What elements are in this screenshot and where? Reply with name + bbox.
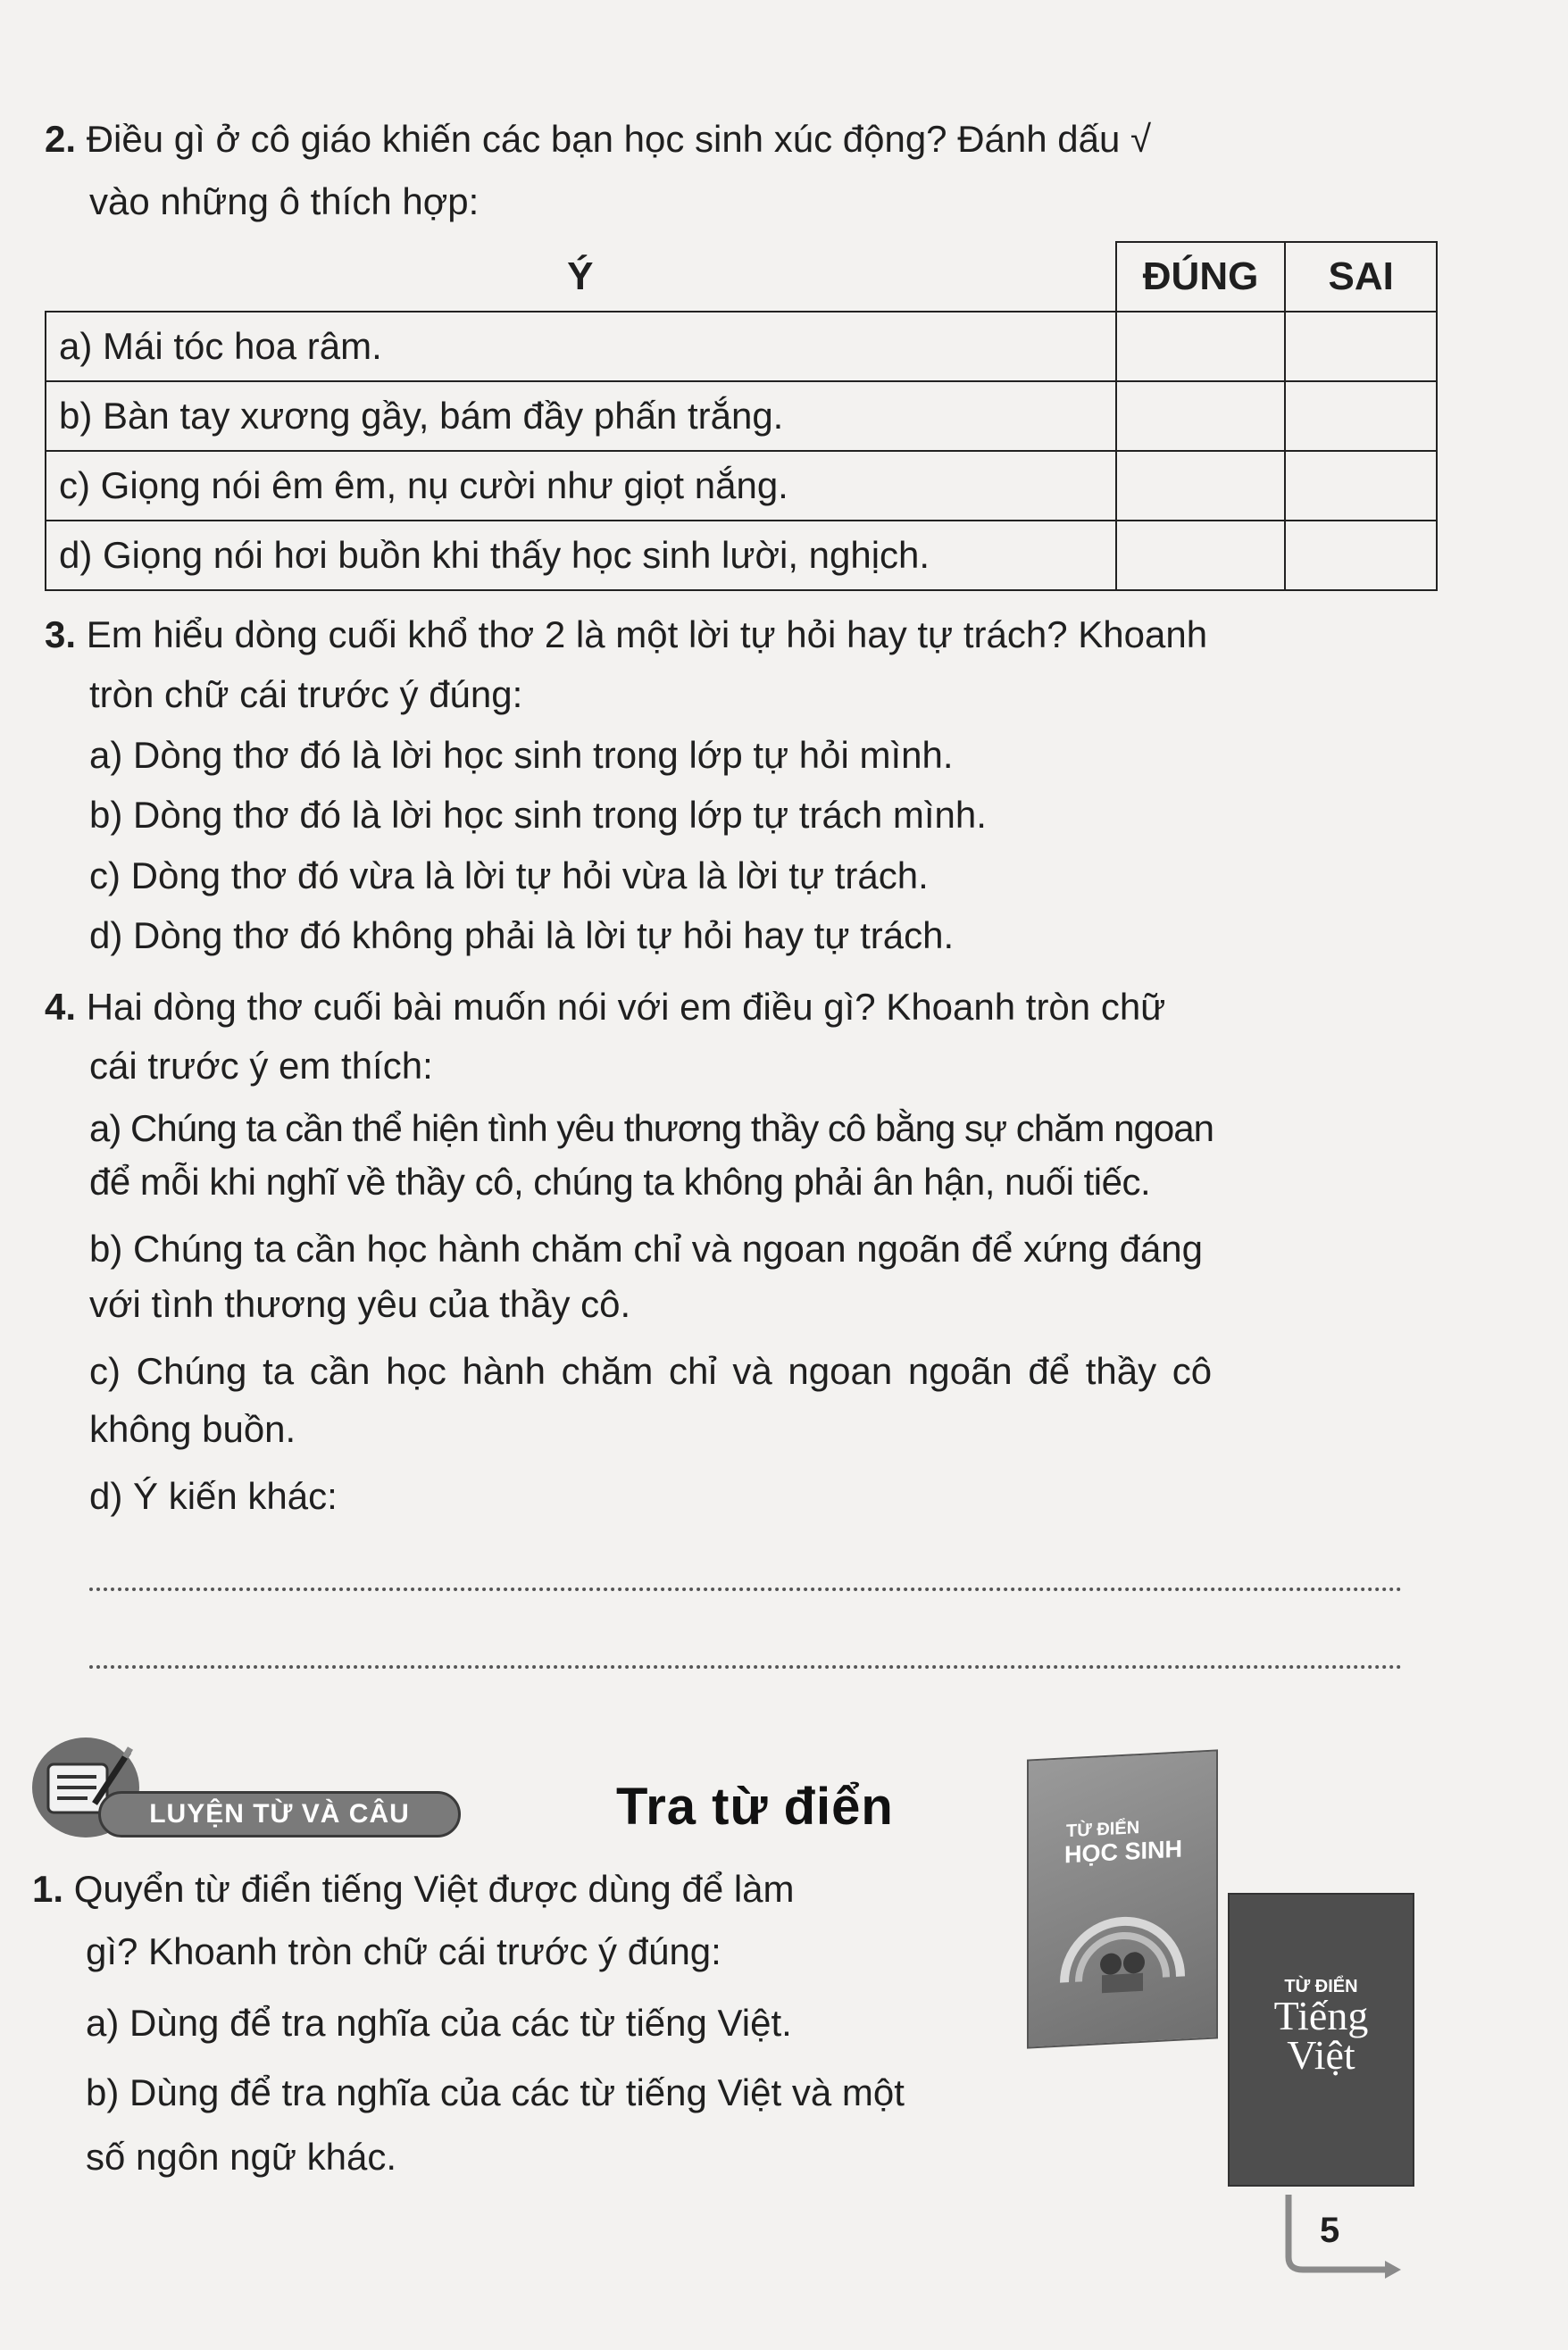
page-arrow-icon bbox=[1281, 2195, 1406, 2279]
q3-text1: Em hiểu dòng cuối khổ thơ 2 là một lời tự hỏi hay tự trách? Khoanh bbox=[86, 613, 1208, 655]
q3-option-c[interactable]: c) Dòng thơ đó vừa là lời tự hỏi vừa là lời tự trách. bbox=[89, 854, 929, 896]
header-false: SAI bbox=[1285, 242, 1437, 312]
q4-option-c-line2: không buồn. bbox=[89, 1408, 296, 1450]
table-row bbox=[46, 451, 1437, 521]
s1-line2: gì? Khoanh tròn chữ cái trước ý đúng: bbox=[86, 1930, 721, 1972]
s1-text1: Quyển từ điển tiếng Việt được dùng để làm bbox=[73, 1868, 795, 1910]
row-c-true-cell[interactable] bbox=[1116, 451, 1286, 521]
s1-number: 1. bbox=[32, 1868, 64, 1910]
q4-option-a-line2: để mỗi khi nghĩ về thầy cô, chúng ta không phải ân hận, nuối tiếc. bbox=[89, 1161, 1151, 1203]
q4-number: 4. bbox=[45, 986, 77, 1028]
q4-option-c-line1[interactable]: c) Chúng ta cần học hành chăm chỉ và ngoan ngoãn để thầy cô bbox=[89, 1350, 1213, 1392]
book2-word2: Việt bbox=[1287, 2031, 1355, 2078]
book1-small-title: TỪ ĐIỂN bbox=[1066, 1817, 1140, 1842]
row-a-text: a) Mái tóc hoa râm. bbox=[46, 312, 1116, 381]
q3-number: 3. bbox=[45, 613, 77, 655]
row-b-false-cell[interactable] bbox=[1285, 381, 1437, 451]
s1-option-a[interactable]: a) Dùng để tra nghĩa của các từ tiếng Việt. bbox=[86, 2002, 792, 2044]
q2-line2: vào những ô thích hợp: bbox=[89, 180, 480, 222]
row-d-true-cell[interactable] bbox=[1116, 521, 1286, 590]
book1-big-title: HỌC SINH bbox=[1064, 1835, 1183, 1869]
q3-option-b[interactable]: b) Dòng thơ đó là lời học sinh trong lớp tự trách mình. bbox=[89, 794, 987, 836]
row-d-false-cell[interactable] bbox=[1285, 521, 1437, 590]
row-c-text: c) Giọng nói êm êm, nụ cười như giọt nắng. bbox=[46, 451, 1116, 521]
q3-line2: tròn chữ cái trước ý đúng: bbox=[89, 673, 523, 715]
q4-option-a-line1[interactable]: a) Chúng ta cần thể hiện tình yêu thương thầy cô bằng sự chăm ngoan bbox=[89, 1107, 1214, 1149]
tieng-viet-dictionary-illustration bbox=[1228, 1893, 1414, 2187]
table-row bbox=[46, 521, 1437, 590]
q2-number: 2. bbox=[45, 118, 77, 160]
q4-text1: Hai dòng thơ cuối bài muốn nói với em điều gì? Khoanh tròn chữ bbox=[86, 986, 1166, 1028]
book2-small-title: TỪ ĐIỂN bbox=[1284, 1977, 1358, 1996]
header-idea: Ý bbox=[46, 242, 1116, 312]
table-row bbox=[46, 381, 1437, 451]
q4-line2: cái trước ý em thích: bbox=[89, 1045, 433, 1087]
row-a-true-cell[interactable] bbox=[1116, 312, 1286, 381]
q2-text1: Điều gì ở cô giáo khiến các bạn học sinh xúc động? Đánh dấu √ bbox=[86, 118, 1152, 160]
row-a-false-cell[interactable] bbox=[1285, 312, 1437, 381]
hoc-sinh-dictionary-illustration bbox=[1027, 1749, 1218, 2048]
q3-line1 bbox=[45, 612, 1207, 659]
section-badge: LUYỆN TỪ VÀ CÂU bbox=[98, 1791, 461, 1838]
header-true: ĐÚNG bbox=[1116, 242, 1286, 312]
row-c-false-cell[interactable] bbox=[1285, 451, 1437, 521]
s1-line1 bbox=[32, 1866, 795, 1913]
q4-option-b-line2: với tình thương yêu của thầy cô. bbox=[89, 1283, 631, 1325]
q3-option-d[interactable]: d) Dòng thơ đó không phải là lời tự hỏi hay tự trách. bbox=[89, 914, 955, 956]
s1-option-b-line1[interactable]: b) Dùng để tra nghĩa của các từ tiếng Việt và một bbox=[86, 2071, 905, 2113]
row-d-text: d) Giọng nói hơi buồn khi thấy học sinh lười, nghịch. bbox=[46, 521, 1116, 590]
q4-option-d[interactable]: d) Ý kiến khác: bbox=[89, 1475, 338, 1517]
section-title: Tra từ điển bbox=[616, 1778, 894, 1836]
answer-line-1[interactable] bbox=[89, 1588, 1402, 1591]
book2-big-title bbox=[1230, 1993, 1413, 2078]
rainbow-kids-icon bbox=[1047, 1887, 1198, 2002]
q2-line1 bbox=[45, 116, 1151, 163]
page-number: 5 bbox=[1320, 2211, 1340, 2250]
table-header-row bbox=[46, 242, 1437, 312]
s1-option-b-line2: số ngôn ngữ khác. bbox=[86, 2136, 397, 2178]
q3-option-a[interactable]: a) Dòng thơ đó là lời học sinh trong lớp tự hỏi mình. bbox=[89, 734, 954, 776]
row-b-true-cell[interactable] bbox=[1116, 381, 1286, 451]
q4-option-b-line1[interactable]: b) Chúng ta cần học hành chăm chỉ và ngoan ngoãn để xứng đáng bbox=[89, 1228, 1204, 1270]
book2-word1: Tiếng bbox=[1273, 1993, 1369, 2038]
answer-line-2[interactable] bbox=[89, 1665, 1402, 1669]
q4-line1 bbox=[45, 984, 1165, 1031]
row-b-text: b) Bàn tay xương gầy, bám đầy phấn trắng. bbox=[46, 381, 1116, 451]
evaluation-table bbox=[45, 241, 1438, 591]
table-row bbox=[46, 312, 1437, 381]
